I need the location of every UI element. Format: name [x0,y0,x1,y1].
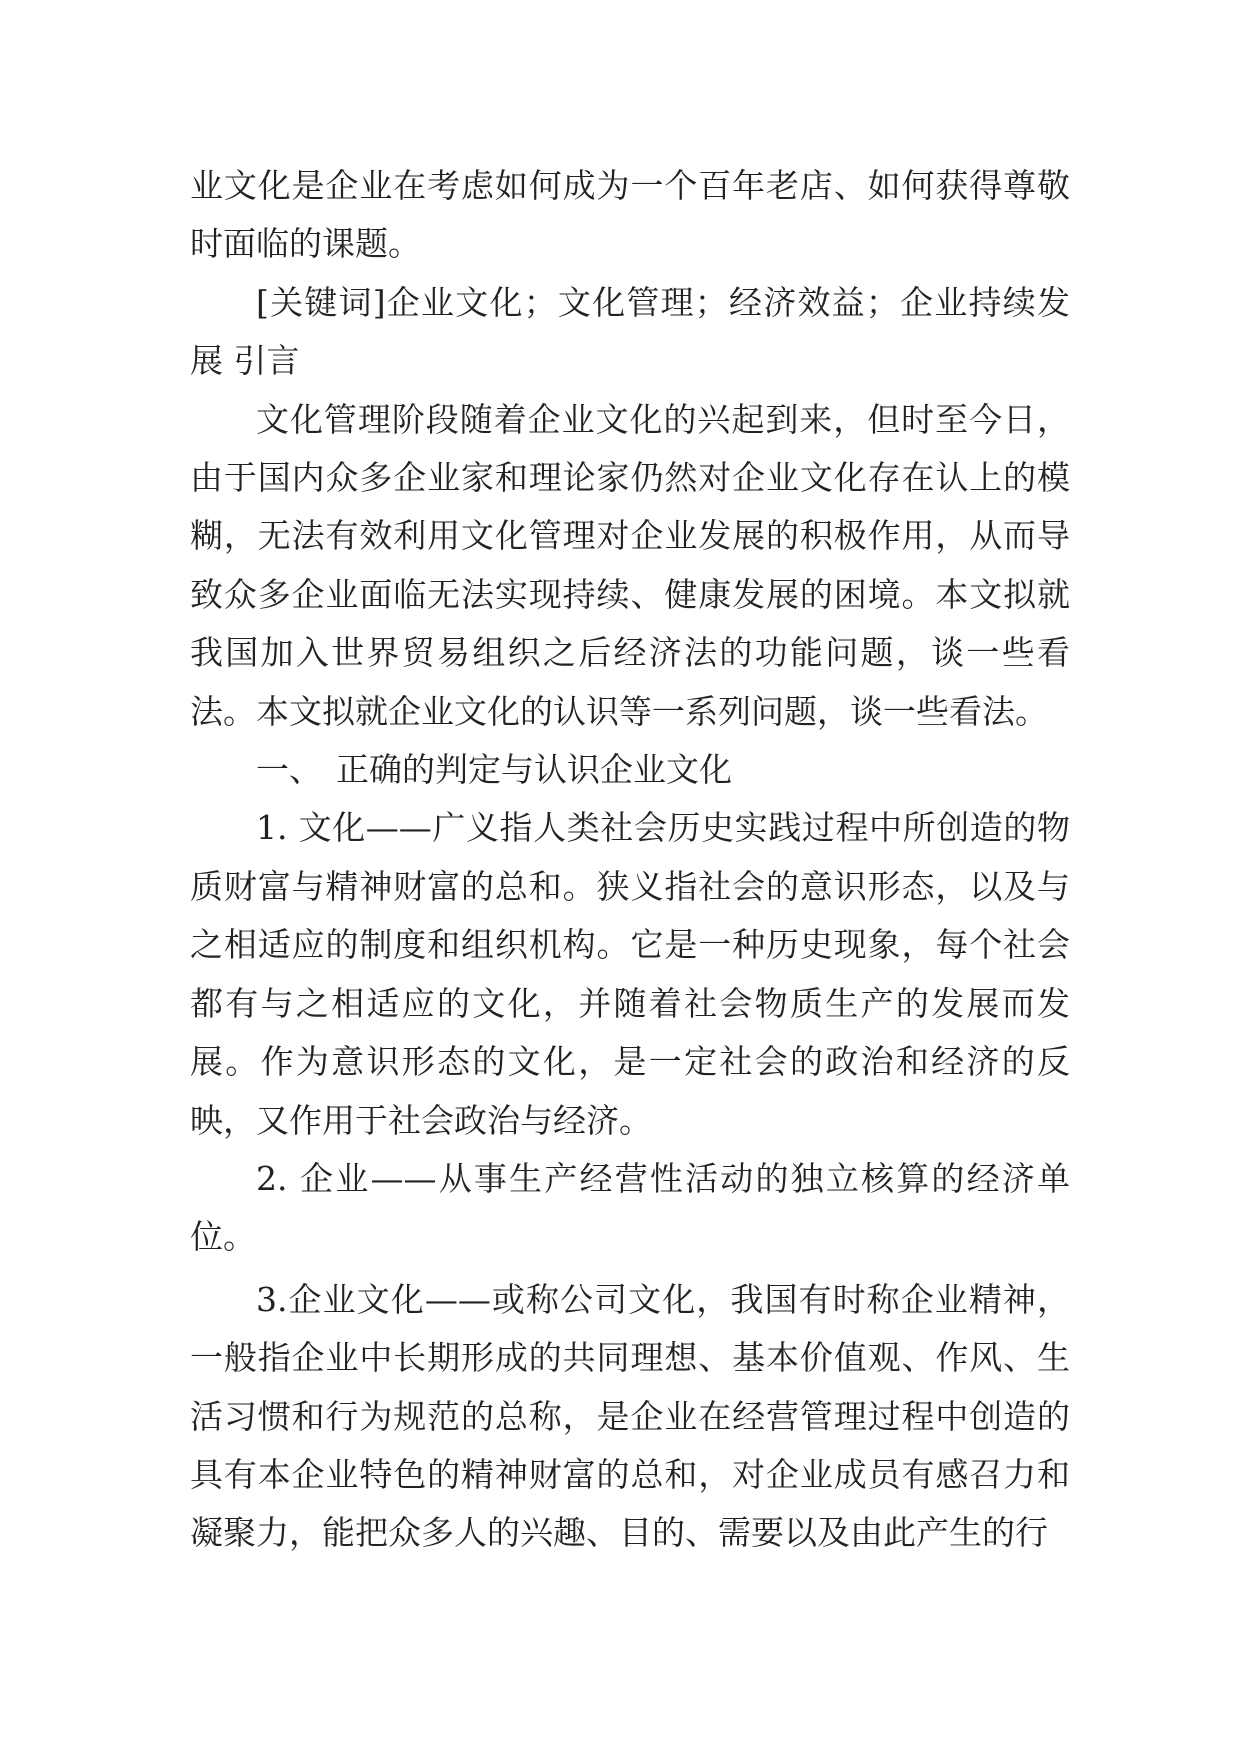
paragraph-definition-enterprise: 2. 企业——从事生产经营性活动的独立核算的经济单位。 [190,1158,1070,1257]
paragraph-continuation: 业文化是企业在考虑如何成为一个百年老店、如何获得尊敬时面临的课题。 [190,166,1070,264]
paragraph-keywords: [关键词]企业文化；文化管理；经济效益；企业持续发展 引言 [190,282,1070,381]
body-text [190,157,1070,1563]
paragraph-introduction: 文化管理阶段随着企业文化的兴起到来，但时至今日，由于国内众多企业家和理论家仍然对企业文化存在认上的模糊，无法有效利用文化管理对企业发展的积极作用，从而导致众多企业面临无法实现持续、健康发展的困境。本文拟就我国加入世界贸易组织之后经济法的功能问题，谈一些看法。本文拟就企业文化的认识等一系列问题，谈一些看法。 [190,399,1070,731]
section-number: 一、 [256,750,322,790]
paragraph-definition-culture: 1. 文化——广义指人类社会历史实践过程中所创造的物质财富与精神财富的总和。狭义指社会的意识形态，以及与之相适应的制度和组织机构。它是一种历史现象，每个社会都有与之相适应的文化，并随着社会物质生产的发展而发展。作为意识形态的文化，是一定社会的政治和经济的反映，又作用于社会政治与经济。 [190,808,1070,1140]
section-title: 正确的判定与认识企业文化 [336,750,732,790]
paragraph-definition-corporate-culture: 3.企业文化——或称公司文化，我国有时称企业精神，一般指企业中长期形成的共同理想、基本价值观、作风、生活习惯和行为规范的总称，是企业在经营管理过程中创造的具有本企业特色的精神财富的总和，对企业成员有感召力和凝聚力，能把众多人的兴趣、目的、需要以及由此产生的行 [190,1279,1070,1553]
section-heading-1 [190,741,1070,799]
